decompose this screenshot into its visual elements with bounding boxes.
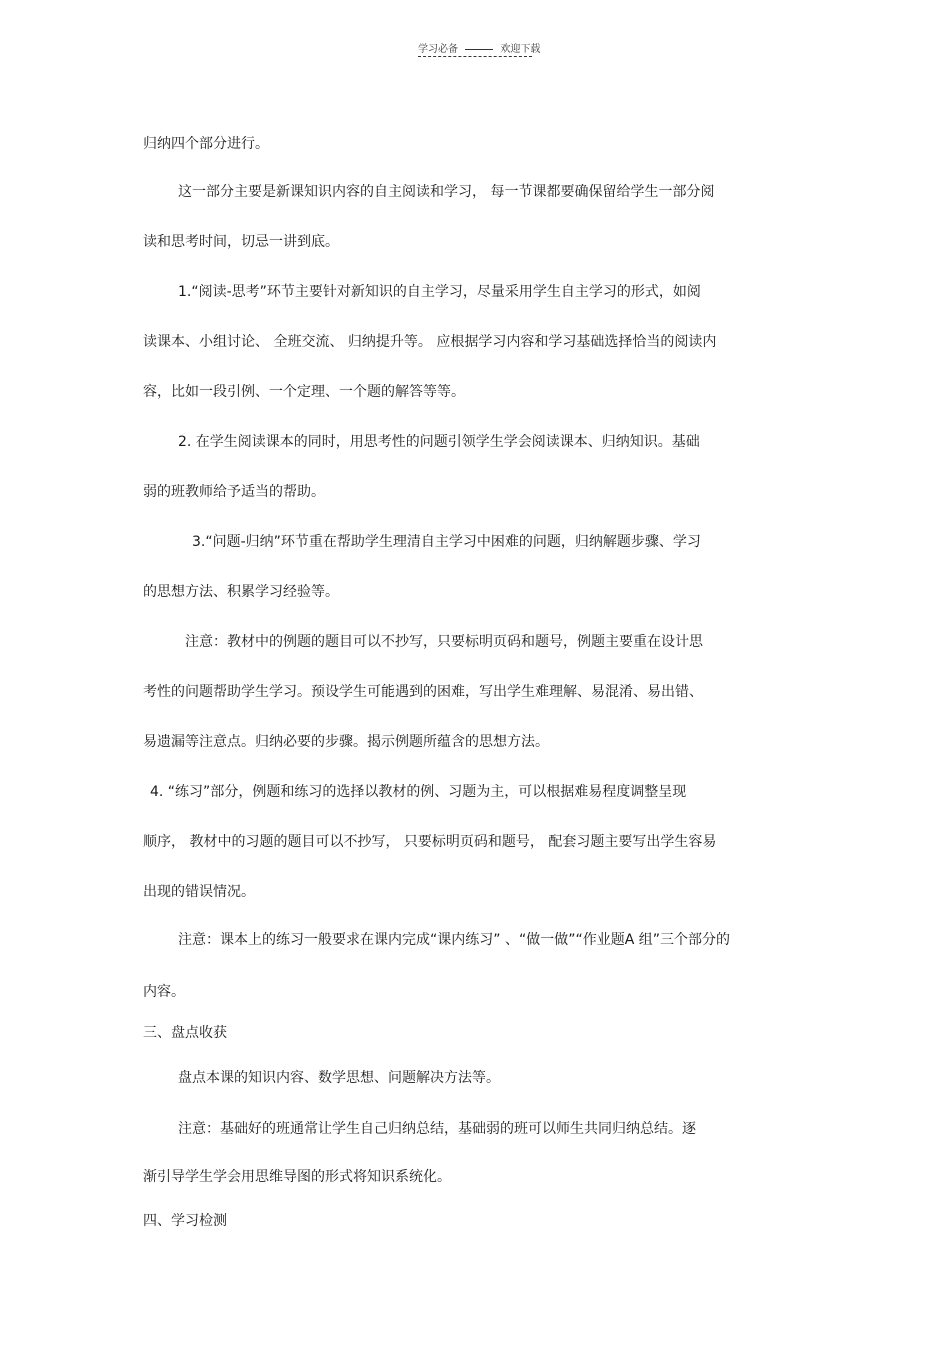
text-line: 注意：基础好的班通常让学生自己归纳总结，基础弱的班可以师生共同归纳总结。逐 bbox=[178, 1121, 696, 1137]
text-line: 4. “练习”部分，例题和练习的选择以教材的例、习题为主，可以根据难易程度调整呈现 bbox=[150, 784, 687, 800]
section-heading: 四、学习检测 bbox=[143, 1213, 227, 1229]
text-line: 出现的错误情况。 bbox=[143, 884, 255, 900]
text-line: 读课本、小组讨论、 全班交流、 归纳提升等。 应根据学习内容和学习基础选择恰当的阅读内 bbox=[143, 334, 717, 350]
text-line: 2. 在学生阅读课本的同时，用思考性的问题引领学生学会阅读课本、归纳知识。基础 bbox=[178, 434, 700, 450]
text-line: 渐引导学生学会用思维导图的形式将知识系统化。 bbox=[143, 1169, 451, 1185]
text-line: 盘点本课的知识内容、数学思想、问题解决方法等。 bbox=[178, 1070, 500, 1086]
header-left-text: 学习必备 bbox=[418, 44, 458, 55]
text-line: 考性的问题帮助学生学习。预设学生可能遇到的困难，写出学生难理解、易混淆、易出错、 bbox=[143, 684, 703, 700]
section-heading: 三、盘点收获 bbox=[143, 1025, 227, 1041]
text-line: 3.“问题-归纳”环节重在帮助学生理清自主学习中困难的问题，归纳解题步骤、学习 bbox=[192, 534, 701, 550]
header-dashed-rule bbox=[418, 56, 532, 57]
text-line: 内容。 bbox=[143, 984, 185, 1000]
page-header bbox=[418, 40, 540, 55]
text-line: 归纳四个部分进行。 bbox=[143, 136, 269, 152]
header-right-text: 欢迎下载 bbox=[500, 44, 541, 55]
text-line: 注意：教材中的例题的题目可以不抄写，只要标明页码和题号，例题主要重在设计思 bbox=[185, 634, 703, 650]
text-line: 的思想方法、积累学习经验等。 bbox=[143, 584, 339, 600]
text-line: 1.“阅读-思考”环节主要针对新知识的自主学习，尽量采用学生自主学习的形式，如阅 bbox=[178, 284, 701, 300]
text-line: 这一部分主要是新课知识内容的自主阅读和学习， 每一节课都要确保留给学生一部分阅 bbox=[178, 184, 715, 200]
text-line: 容，比如一段引例、一个定理、一个题的解答等等。 bbox=[143, 384, 465, 400]
text-line: 注意：课本上的练习一般要求在课内完成“课内练习” 、“做一做”“作业题A 组”三个部分的 bbox=[178, 932, 730, 948]
text-line: 读和思考时间，切忌一讲到底。 bbox=[143, 234, 339, 250]
text-line: 弱的班教师给予适当的帮助。 bbox=[143, 484, 325, 500]
header-underline bbox=[465, 40, 493, 50]
text-line: 易遗漏等注意点。归纳必要的步骤。揭示例题所蕴含的思想方法。 bbox=[143, 734, 549, 750]
text-line: 顺序， 教材中的习题的题目可以不抄写， 只要标明页码和题号， 配套习题主要写出学生容易 bbox=[143, 834, 717, 850]
